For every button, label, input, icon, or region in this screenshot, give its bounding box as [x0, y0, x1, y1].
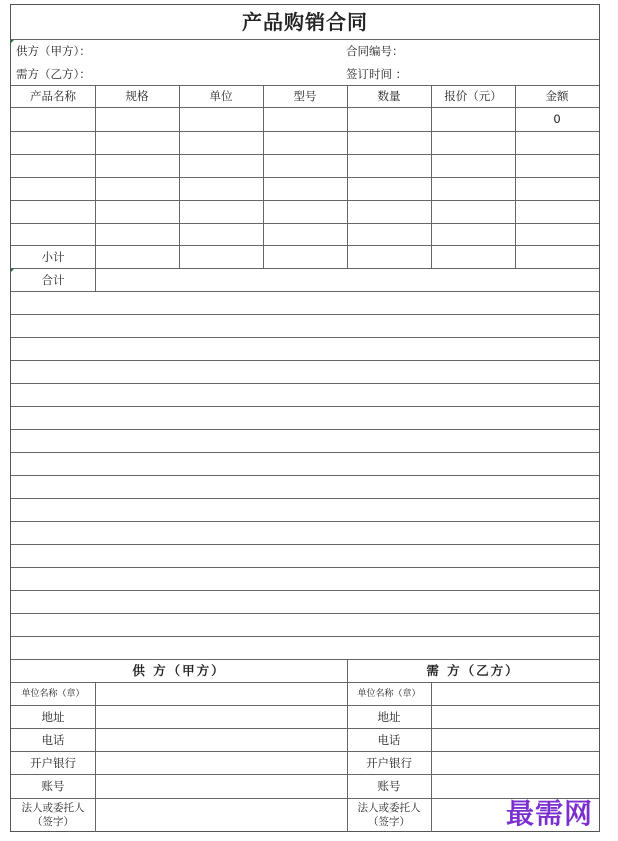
buyer-address-label: 地址: [377, 709, 401, 724]
grid-line: [11, 728, 599, 729]
grid-line: [347, 85, 348, 268]
grid-line: [11, 544, 599, 545]
grid-line: [95, 85, 96, 268]
grid-line: [11, 452, 599, 453]
grid-line: [11, 85, 599, 86]
header-spec: 规格: [125, 89, 149, 103]
buyer-label: 需方（乙方）：: [16, 67, 91, 81]
header-price: 报价（元）: [444, 89, 502, 103]
grid-line: [11, 498, 599, 499]
supplier-legal-label: [11, 798, 95, 831]
legal-label-sign: （签字）: [32, 815, 74, 828]
supplier-heading: 供 方（甲方）: [132, 662, 226, 678]
grid-line: [11, 429, 599, 430]
grid-line: [11, 567, 599, 568]
grid-line: [11, 39, 599, 40]
grid-line: [11, 590, 599, 591]
page-title: 产品购销合同: [242, 10, 368, 34]
buyer-unit-name-label: 单位名称（章）: [357, 688, 421, 699]
watermark-logo: 最需网: [506, 797, 594, 830]
grid-line: [11, 107, 599, 108]
amount-cell: 0: [553, 112, 561, 126]
grid-line: [11, 268, 599, 269]
supplier-phone-label: 电话: [41, 732, 65, 747]
sign-date-label: 签订时间 ：: [346, 67, 408, 81]
grid-line: [11, 360, 599, 361]
buyer-legal-label: [347, 798, 431, 831]
grid-line: [515, 85, 516, 268]
grid-line: [11, 659, 599, 660]
grid-line: [11, 383, 599, 384]
grid-line: [11, 613, 599, 614]
supplier-label: 供方（甲方）：: [16, 44, 91, 58]
header-product-name: 产品名称: [30, 89, 76, 103]
supplier-account-label: 账号: [41, 778, 65, 793]
legal-label-line: 法人或委托人: [357, 801, 421, 814]
grid-line: [11, 337, 599, 338]
grid-line: [11, 705, 599, 706]
supplier-bank-label: 开户银行: [30, 755, 76, 770]
legal-label-line: 法人或委托人: [21, 801, 85, 814]
grid-line: [11, 406, 599, 407]
supplier-unit-name-label: 单位名称（章）: [21, 688, 85, 699]
grid-line: [11, 291, 599, 292]
buyer-account-label: 账号: [377, 778, 401, 793]
header-model: 型号: [293, 89, 317, 103]
header-unit: 单位: [209, 89, 233, 103]
grid-line: [11, 223, 599, 224]
grid-line: [431, 85, 432, 268]
buyer-phone-label: 电话: [377, 732, 401, 747]
subtotal-label: 小计: [41, 249, 65, 264]
buyer-heading: 需 方（乙方）: [426, 662, 520, 678]
grid-line: [11, 682, 599, 683]
grid-line: [11, 774, 599, 775]
header-quantity: 数量: [377, 89, 401, 103]
supplier-address-label: 地址: [41, 709, 65, 724]
grid-line: [263, 85, 264, 268]
grid-line: [11, 154, 599, 155]
grid-line: [95, 682, 96, 832]
grid-line: [431, 682, 432, 832]
grid-line: [11, 521, 599, 522]
total-label: 合计: [41, 272, 65, 287]
legal-label-sign: （签字）: [368, 815, 410, 828]
grid-line: [11, 475, 599, 476]
grid-line: [11, 131, 599, 132]
grid-line: [347, 659, 348, 832]
contract-number-label: 合同编号：: [346, 44, 404, 58]
grid-line: [11, 177, 599, 178]
grid-line: [95, 268, 96, 291]
grid-line: [179, 85, 180, 268]
buyer-bank-label: 开户银行: [366, 755, 412, 770]
grid-line: [11, 636, 599, 637]
grid-line: [11, 314, 599, 315]
grid-line: [11, 200, 599, 201]
grid-line: [11, 751, 599, 752]
grid-line: [11, 245, 599, 246]
contract-sheet: [10, 4, 600, 832]
header-amount: 金额: [545, 89, 569, 103]
